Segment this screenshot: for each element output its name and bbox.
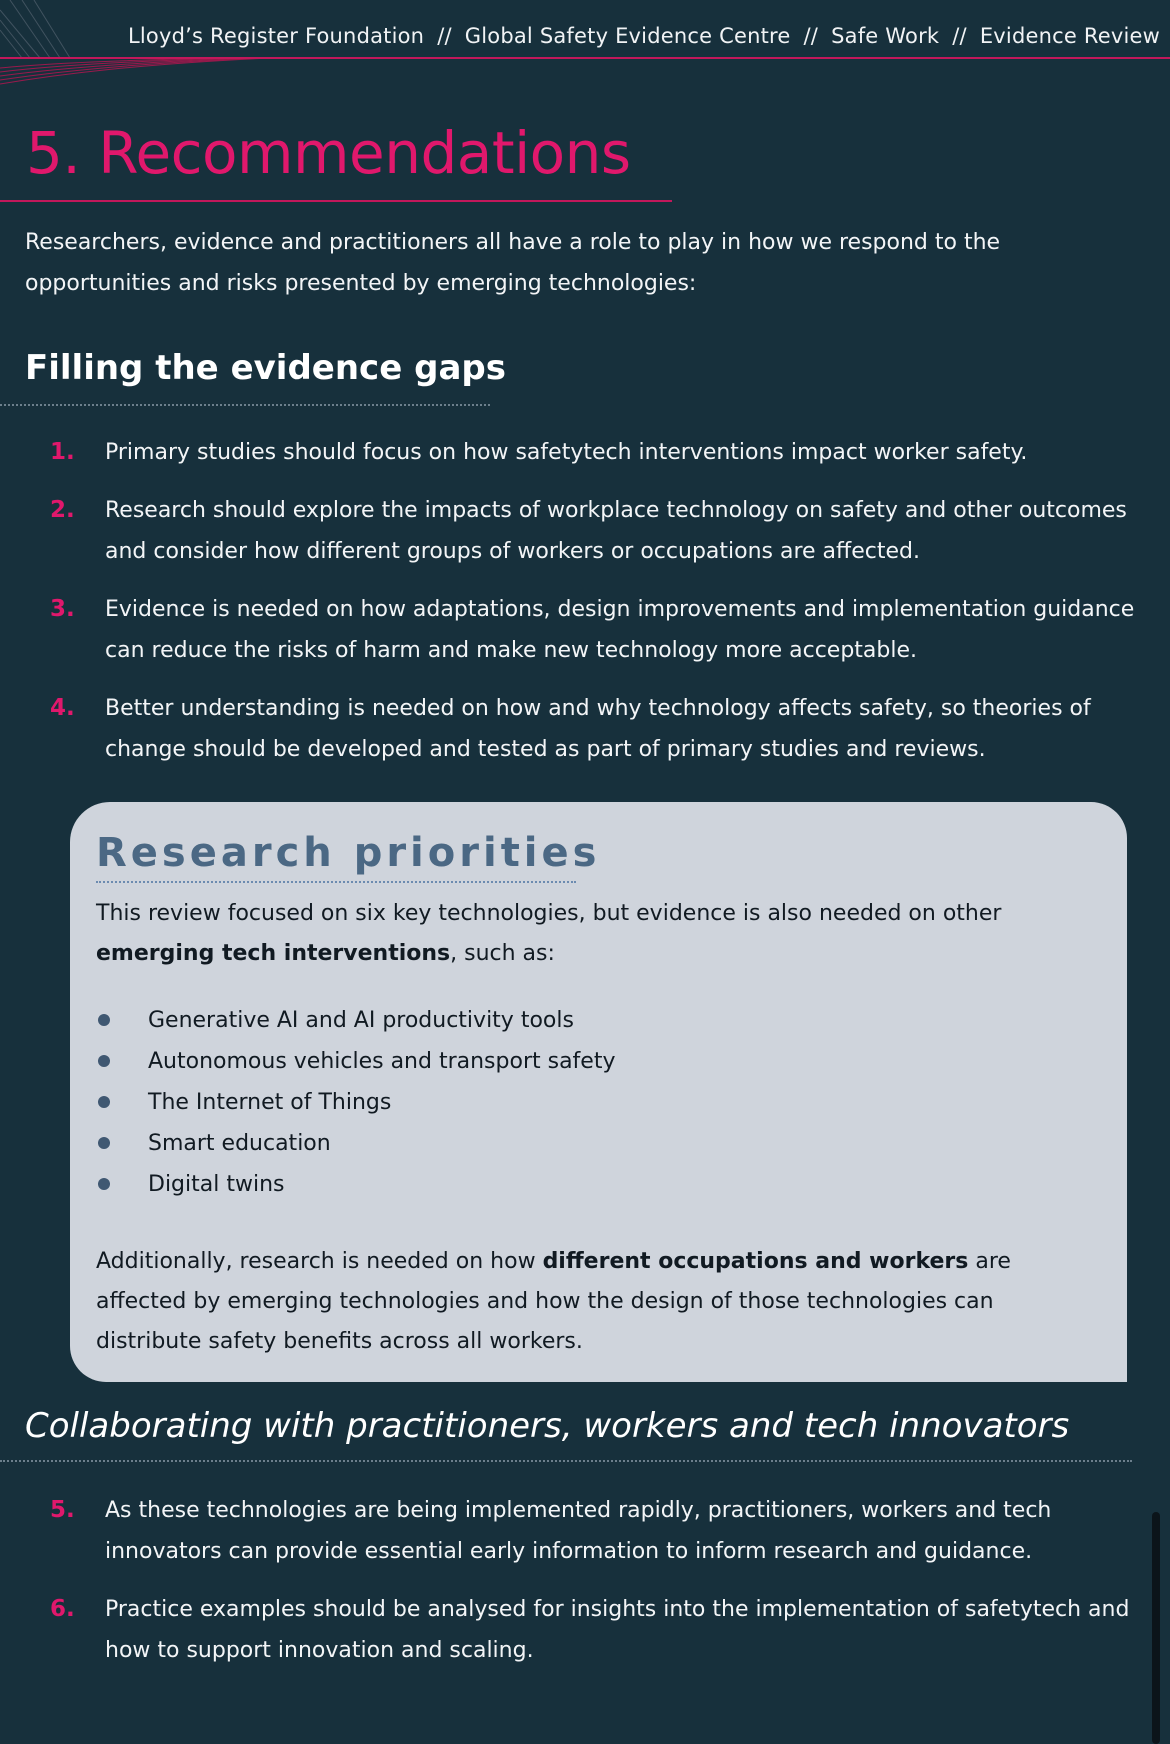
recommendation-number: 4. bbox=[50, 695, 75, 721]
breadcrumb-item: Global Safety Evidence Centre bbox=[464, 24, 791, 48]
panel-paragraph bbox=[96, 894, 1096, 974]
bullet-item bbox=[96, 1041, 615, 1082]
bullet-item bbox=[96, 1164, 615, 1205]
recommendation-text: As these technologies are being implemented rapidly, practitioners, workers and tech innovators can provide essential early information to inform research and guidance. bbox=[105, 1498, 1052, 1564]
bullet-dot-icon bbox=[98, 1178, 110, 1190]
recommendation-item bbox=[0, 688, 1170, 770]
recommendation-item bbox=[0, 490, 1170, 572]
breadcrumb-separator: // bbox=[437, 24, 452, 48]
bullet-item bbox=[96, 1000, 615, 1041]
breadcrumb bbox=[128, 24, 1160, 48]
recommendation-number: 1. bbox=[50, 439, 75, 465]
bullet-text: Generative AI and AI productivity tools bbox=[148, 1008, 574, 1033]
panel-text-bold: emerging tech interventions bbox=[96, 941, 451, 966]
breadcrumb-item: Safe Work bbox=[831, 24, 940, 48]
page-title: 5. Recommendations bbox=[26, 119, 631, 187]
panel-title-underline bbox=[96, 881, 576, 883]
panel-paragraph bbox=[96, 1242, 1096, 1362]
breadcrumb-separator: // bbox=[803, 24, 819, 48]
intro-paragraph: Researchers, evidence and practitioners all have a role to play in how we respond to the opportunities and risks presented by emerging technologies: bbox=[25, 230, 1001, 296]
panel-title: Research priorities bbox=[96, 830, 601, 876]
recommendation-list-evidence-gaps bbox=[0, 432, 1170, 787]
technology-bullet-list bbox=[96, 1000, 615, 1205]
recommendation-item bbox=[0, 432, 1170, 473]
recommendation-number: 6. bbox=[50, 1596, 75, 1622]
panel-text-segment: are affected by emerging technologies and how the design of those technologies can distribute safety benefits across all workers. bbox=[96, 1249, 1011, 1354]
recommendation-text: Better understanding is needed on how and why technology affects safety, so theories of change should be developed and tested as part of primary studies and reviews. bbox=[105, 696, 1091, 762]
recommendation-item bbox=[0, 1589, 1170, 1671]
scrollbar[interactable] bbox=[1152, 1512, 1160, 1744]
header-rule bbox=[0, 57, 1170, 59]
title-underline bbox=[0, 200, 672, 202]
header-bar bbox=[0, 0, 1170, 80]
section-divider bbox=[0, 1460, 1132, 1462]
recommendation-text: Practice examples should be analysed for insights into the implementation of safetytech and how to support innovation and scaling. bbox=[105, 1597, 1130, 1663]
recommendation-list-collaborating bbox=[0, 1490, 1170, 1688]
bullet-dot-icon bbox=[98, 1096, 110, 1108]
recommendation-number: 2. bbox=[50, 497, 75, 523]
section-heading-collaborating: Collaborating with practitioners, workers and tech innovators bbox=[25, 1406, 1070, 1446]
breadcrumb-item: Lloyd’s Register Foundation bbox=[128, 24, 425, 48]
panel-text-segment: , such as: bbox=[450, 941, 555, 966]
recommendation-text: Evidence is needed on how adaptations, design improvements and implementation guidance can reduce the risks of harm and make new technology more acceptable. bbox=[105, 597, 1135, 663]
panel-text-segment: Additionally, research is needed on how bbox=[96, 1249, 543, 1274]
recommendation-item bbox=[0, 1490, 1170, 1572]
panel-text-segment: This review focused on six key technologies, but evidence is also needed on other bbox=[96, 901, 1002, 926]
recommendation-text: Research should explore the impacts of workplace technology on safety and other outcomes and consider how different groups of workers or occupations are affected. bbox=[105, 498, 1127, 564]
research-priorities-panel bbox=[70, 802, 1127, 1382]
bullet-text: The Internet of Things bbox=[148, 1090, 392, 1115]
panel-text-bold: different occupations and workers bbox=[542, 1249, 969, 1274]
recommendation-item bbox=[0, 589, 1170, 671]
bullet-dot-icon bbox=[98, 1137, 110, 1149]
recommendation-number: 3. bbox=[50, 596, 75, 622]
breadcrumb-item: Evidence Review bbox=[979, 24, 1160, 48]
bullet-text: Digital twins bbox=[148, 1172, 285, 1197]
bullet-item bbox=[96, 1082, 615, 1123]
recommendation-text: Primary studies should focus on how safetytech interventions impact worker safety. bbox=[105, 440, 1028, 465]
bullet-dot-icon bbox=[98, 1014, 110, 1026]
breadcrumb-separator: // bbox=[952, 24, 967, 48]
bullet-dot-icon bbox=[98, 1055, 110, 1067]
section-heading-evidence-gaps: Filling the evidence gaps bbox=[25, 348, 506, 388]
bullet-text: Smart education bbox=[148, 1131, 331, 1156]
bullet-item bbox=[96, 1123, 615, 1164]
bullet-text: Autonomous vehicles and transport safety bbox=[148, 1049, 616, 1074]
recommendation-number: 5. bbox=[50, 1497, 75, 1523]
section-divider bbox=[0, 404, 490, 406]
